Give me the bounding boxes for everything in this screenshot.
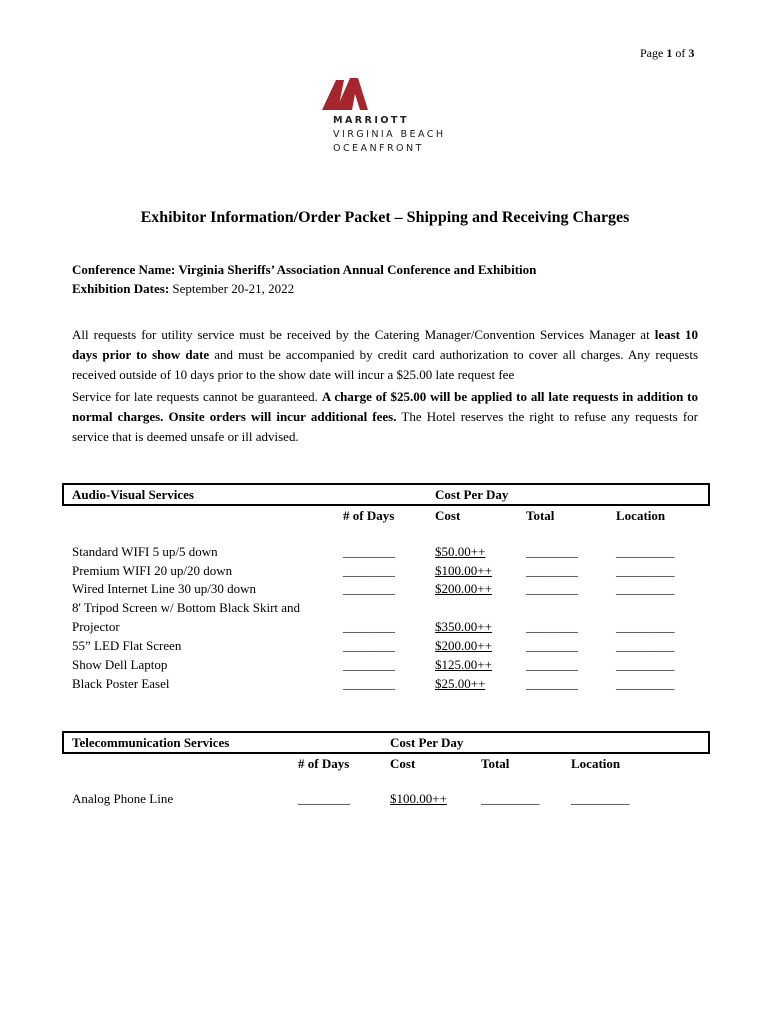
exhibition-value: September 20-21, 2022 <box>172 281 295 296</box>
logo-line2: VIRGINIA BEACH <box>333 129 446 140</box>
av-total-blank[interactable]: ________ <box>526 563 578 578</box>
av-location-blank[interactable]: _________ <box>616 544 675 559</box>
av-location-blank[interactable]: _________ <box>616 619 675 634</box>
telecom-total-blank[interactable]: _________ <box>481 791 540 806</box>
av-days-header: # of Days <box>343 508 395 523</box>
av-location-blank[interactable]: _________ <box>616 657 675 672</box>
telecom-section-title: Telecommunication Services <box>72 735 230 750</box>
av-total-blank[interactable]: ________ <box>526 657 578 672</box>
policy-paragraph-1 <box>72 325 698 385</box>
av-location-blank[interactable]: _________ <box>616 581 675 596</box>
av-days-blank[interactable]: ________ <box>343 563 395 578</box>
telecom-total-header: Total <box>481 756 510 771</box>
av-days-blank[interactable]: ________ <box>343 544 395 559</box>
av-item: Wired Internet Line 30 up/30 down <box>72 581 256 596</box>
page-total: 3 <box>688 46 695 60</box>
av-cost: $350.00++ <box>435 619 492 634</box>
av-cost: $100.00++ <box>435 563 492 578</box>
policy-paragraph-2 <box>72 387 698 447</box>
telecom-location-blank[interactable]: _________ <box>571 791 630 806</box>
av-location-blank[interactable]: _________ <box>616 676 675 691</box>
av-cost: $25.00++ <box>435 676 486 691</box>
page-label: Page <box>640 46 664 60</box>
av-cost: $50.00++ <box>435 544 486 559</box>
av-cost-header: Cost <box>435 508 461 523</box>
av-cost: $125.00++ <box>435 657 492 672</box>
av-item: Black Poster Easel <box>72 676 170 691</box>
av-location-blank[interactable]: _________ <box>616 638 675 653</box>
page-of: of <box>675 46 686 60</box>
document-title: Exhibitor Information/Order Packet – Shipping and Receiving Charges <box>140 209 630 226</box>
page-current: 1 <box>666 46 673 60</box>
p2-bold: A charge of $25.00 will be applied to all late requests in addition to normal charges. Onsite orders will incur additional fees. <box>72 389 699 424</box>
av-days-blank[interactable]: ________ <box>343 638 395 653</box>
av-total-blank[interactable]: ________ <box>526 581 578 596</box>
telecom-cost-per-day-header: Cost Per Day <box>390 735 464 750</box>
telecom-days-blank[interactable]: ________ <box>298 791 350 806</box>
telecom-item: Analog Phone Line <box>72 791 174 806</box>
av-total-blank[interactable]: ________ <box>526 638 578 653</box>
conference-value: Virginia Sheriffs’ Association Annual Conference and Exhibition <box>178 262 537 277</box>
p2-text-b: The Hotel reserves the right to refuse any requests for service that is deemed unsafe or ill advised. <box>72 409 698 444</box>
logo-line3: OCEANFRONT <box>333 143 424 154</box>
av-item: 55” LED Flat Screen <box>72 638 182 653</box>
av-item: Standard WIFI 5 up/5 down <box>72 544 218 559</box>
av-item: Premium WIFI 20 up/20 down <box>72 563 233 578</box>
p1-text-b: and must be accompanied by credit card authorization to cover all charges. Any requests received outside of 10 days prior to the show date will incur a $25.00 late request fee <box>72 347 699 382</box>
telecom-days-header: # of Days <box>298 756 350 771</box>
av-cost: $200.00++ <box>435 581 492 596</box>
telecom-location-header: Location <box>571 756 621 771</box>
p2-text-a: Service for late requests cannot be guaranteed. <box>72 389 322 404</box>
logo-wordmark <box>333 114 446 156</box>
telecom-cost-header: Cost <box>390 756 416 771</box>
av-total-blank[interactable]: ________ <box>526 676 578 691</box>
av-section-title: Audio-Visual Services <box>72 487 194 502</box>
p1-bold: least 10 days prior to show date <box>72 327 698 362</box>
av-location-header: Location <box>616 508 666 523</box>
exhibition-label: Exhibition Dates: <box>72 281 170 296</box>
av-days-blank[interactable]: ________ <box>343 619 395 634</box>
av-location-blank[interactable]: _________ <box>616 563 675 578</box>
page-number <box>640 46 694 61</box>
av-total-blank[interactable]: ________ <box>526 619 578 634</box>
av-item: Show Dell Laptop <box>72 657 168 672</box>
av-item: 8' Tripod Screen w/ Bottom Black Skirt and <box>72 600 301 615</box>
av-cost: $200.00++ <box>435 638 492 653</box>
conference-name <box>72 262 536 278</box>
av-days-blank[interactable]: ________ <box>343 657 395 672</box>
exhibition-dates <box>72 281 294 297</box>
av-total-blank[interactable]: ________ <box>526 544 578 559</box>
logo-brand: MARRIOTT <box>333 115 409 126</box>
av-days-blank[interactable]: ________ <box>343 581 395 596</box>
av-days-blank[interactable]: ________ <box>343 676 395 691</box>
av-total-header: Total <box>526 508 555 523</box>
av-item: Projector <box>72 619 120 634</box>
conference-label: Conference Name: <box>72 262 176 277</box>
av-cost-per-day-header: Cost Per Day <box>435 487 509 502</box>
telecom-cost: $100.00++ <box>390 791 447 806</box>
p1-text-a: All requests for utility service must be received by the Catering Manager/Convention Services Manager at <box>72 327 655 342</box>
